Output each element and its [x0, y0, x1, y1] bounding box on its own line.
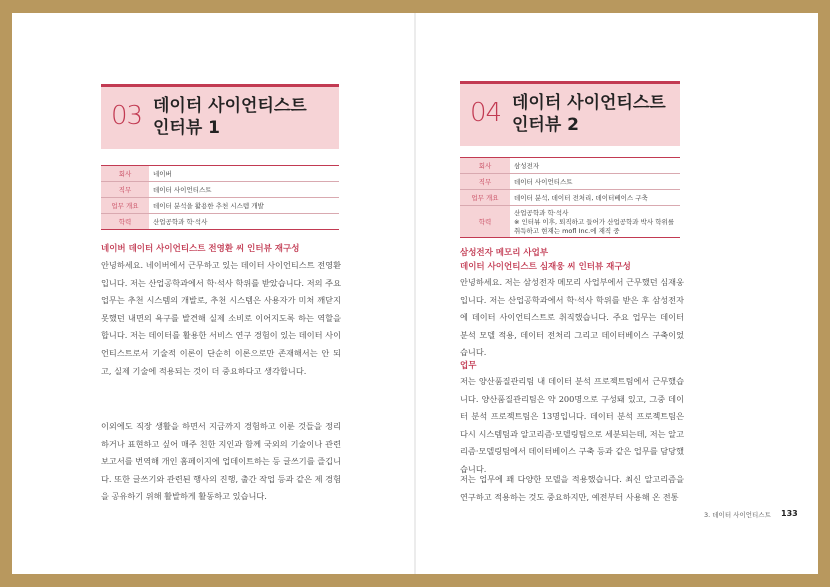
body-paragraph: 저는 업무에 꽤 다양한 모델을 적용했습니다. 최신 알고리즘을 연구하고 적용하는 것도 중요하지만, 예전부터 사용해 온 전통: [460, 474, 684, 502]
profile-value: [510, 206, 680, 238]
profile-value: 데이터 분석, 데이터 전처리, 데이터베이스 구축: [510, 190, 680, 206]
chapter-title-line2: 인터뷰 1: [153, 118, 221, 138]
table-row: [101, 198, 339, 214]
table-row: [460, 158, 680, 174]
profile-value: 산업공학과 학·석사: [149, 214, 339, 230]
interview-subtitle: 데이터 사이언티스트 심재웅 씨 인터뷰 재구성: [460, 262, 631, 272]
profile-key: 학력: [101, 214, 149, 230]
profile-key: 회사: [460, 158, 510, 174]
profile-key: 업무 개요: [460, 190, 510, 206]
table-row: [460, 190, 680, 206]
profile-value: 데이터 사이언티스트: [510, 174, 680, 190]
education-note: ※ 인터뷰 이후, 퇴직하고 들어가 산업공학과 박사 학위를 취득하고 현재는 mofl Inc.에 재직 중: [514, 218, 675, 235]
chapter-title-box: [101, 84, 339, 149]
chapter-number: 03: [111, 101, 143, 131]
interview-subtitle: 삼성전자 메모리 사업부: [460, 248, 549, 258]
profile-key: 업무 개요: [101, 198, 149, 214]
table-row: [101, 166, 339, 182]
profile-value: 데이터 사이언티스트: [149, 182, 339, 198]
chapter-number: 04: [470, 98, 502, 128]
education-value: 산업공학과 학·석사: [514, 209, 569, 217]
profile-key: 학력: [460, 206, 510, 238]
interview-subtitle: 네이버 데이터 사이언티스트 전영환 씨 인터뷰 재구성: [101, 244, 300, 254]
table-row: [101, 214, 339, 230]
profile-value: 네이버: [149, 166, 339, 182]
profile-table: [101, 165, 339, 230]
chapter-title-line1: 데이터 사이언티스트: [153, 96, 307, 116]
section-heading: 업무: [460, 361, 477, 371]
page-number: 133: [781, 509, 798, 518]
right-page: [415, 13, 818, 574]
running-footer: 3. 데이터 사이언티스트: [704, 511, 771, 519]
body-paragraph: 저는 양산품질관리팀 내 데이터 분석 프로젝트팀에서 근무했습니다. 양산품질관리팀은 약 200명으로 구성돼 있고, 그중 데이터 분석 프로젝트팀은 13명입니다. 데이터 분석 프로젝트팀은 다시 시스템팀과 알고리즘·모델링팀으로 세분되는데, 저는 알고리즘·모델링팀에서 데이터베이스 구축 등과 같은 업무를 담당했습니다.: [460, 376, 684, 474]
profile-value: 삼성전자: [510, 158, 680, 174]
profile-key: 직무: [460, 174, 510, 190]
profile-key: 직무: [101, 182, 149, 198]
profile-key: 회사: [101, 166, 149, 182]
body-paragraph: 안녕하세요. 네이버에서 근무하고 있는 데이터 사이언티스트 전영환입니다. 저는 산업공학과에서 학·석사 학위를 받았습니다. 저의 주요 업무는 추천 시스템의 개발로, 추천 시스템은 사용자가 미처 깨닫지 못했던 내면의 욕구를 발견해 실제 소비로 이어지도록 하는 역할을 합니다. 저는 데이터를 활용한 서비스 연구 경험이 있는 데이터 사이언티스트로서 기술적 이론이 단순히 이론으로만 존재해서는 안 되고, 실제 기술에 적용되는 것이 더 중요하다고 생각합니다.: [101, 260, 341, 376]
body-paragraph: 이외에도 직장 생활을 하면서 지금까지 경험하고 이룬 것들을 정리하거나 표현하고 싶어 매주 친한 지인과 함께 국외의 기술이나 관련 보고서를 번역해 개인 홈페이지에 업데이트하는 등 글쓰기를 즐깁니다. 또한 글쓰기와 관련된 행사의 진행, 출간 작업 등과 같은 제 경험을 공유하기 위해 활발하게 활동하고 있습니다.: [101, 421, 341, 502]
body-paragraph: 안녕하세요. 저는 삼성전자 메모리 사업부에서 근무했던 심재웅입니다. 저는 산업공학과에서 학·석사 학위를 받은 후 삼성전자에 데이터 사이언티스트로 취직했습니다. 주요 업무는 데이터 분석 모델 적용, 데이터 전처리 그리고 데이터베이스 구축이었습니다.: [460, 277, 684, 358]
chapter-title: [153, 95, 307, 139]
table-row: [101, 182, 339, 198]
book-spread: [12, 13, 818, 574]
left-page: [12, 13, 415, 574]
profile-table: [460, 157, 680, 238]
profile-value: 데이터 분석을 활용한 추천 시스템 개발: [149, 198, 339, 214]
table-row: [460, 174, 680, 190]
chapter-title: [512, 92, 666, 136]
chapter-title-line1: 데이터 사이언티스트: [512, 93, 666, 113]
table-row: [460, 206, 680, 238]
chapter-title-line2: 인터뷰 2: [512, 115, 580, 135]
chapter-title-box: [460, 81, 680, 146]
